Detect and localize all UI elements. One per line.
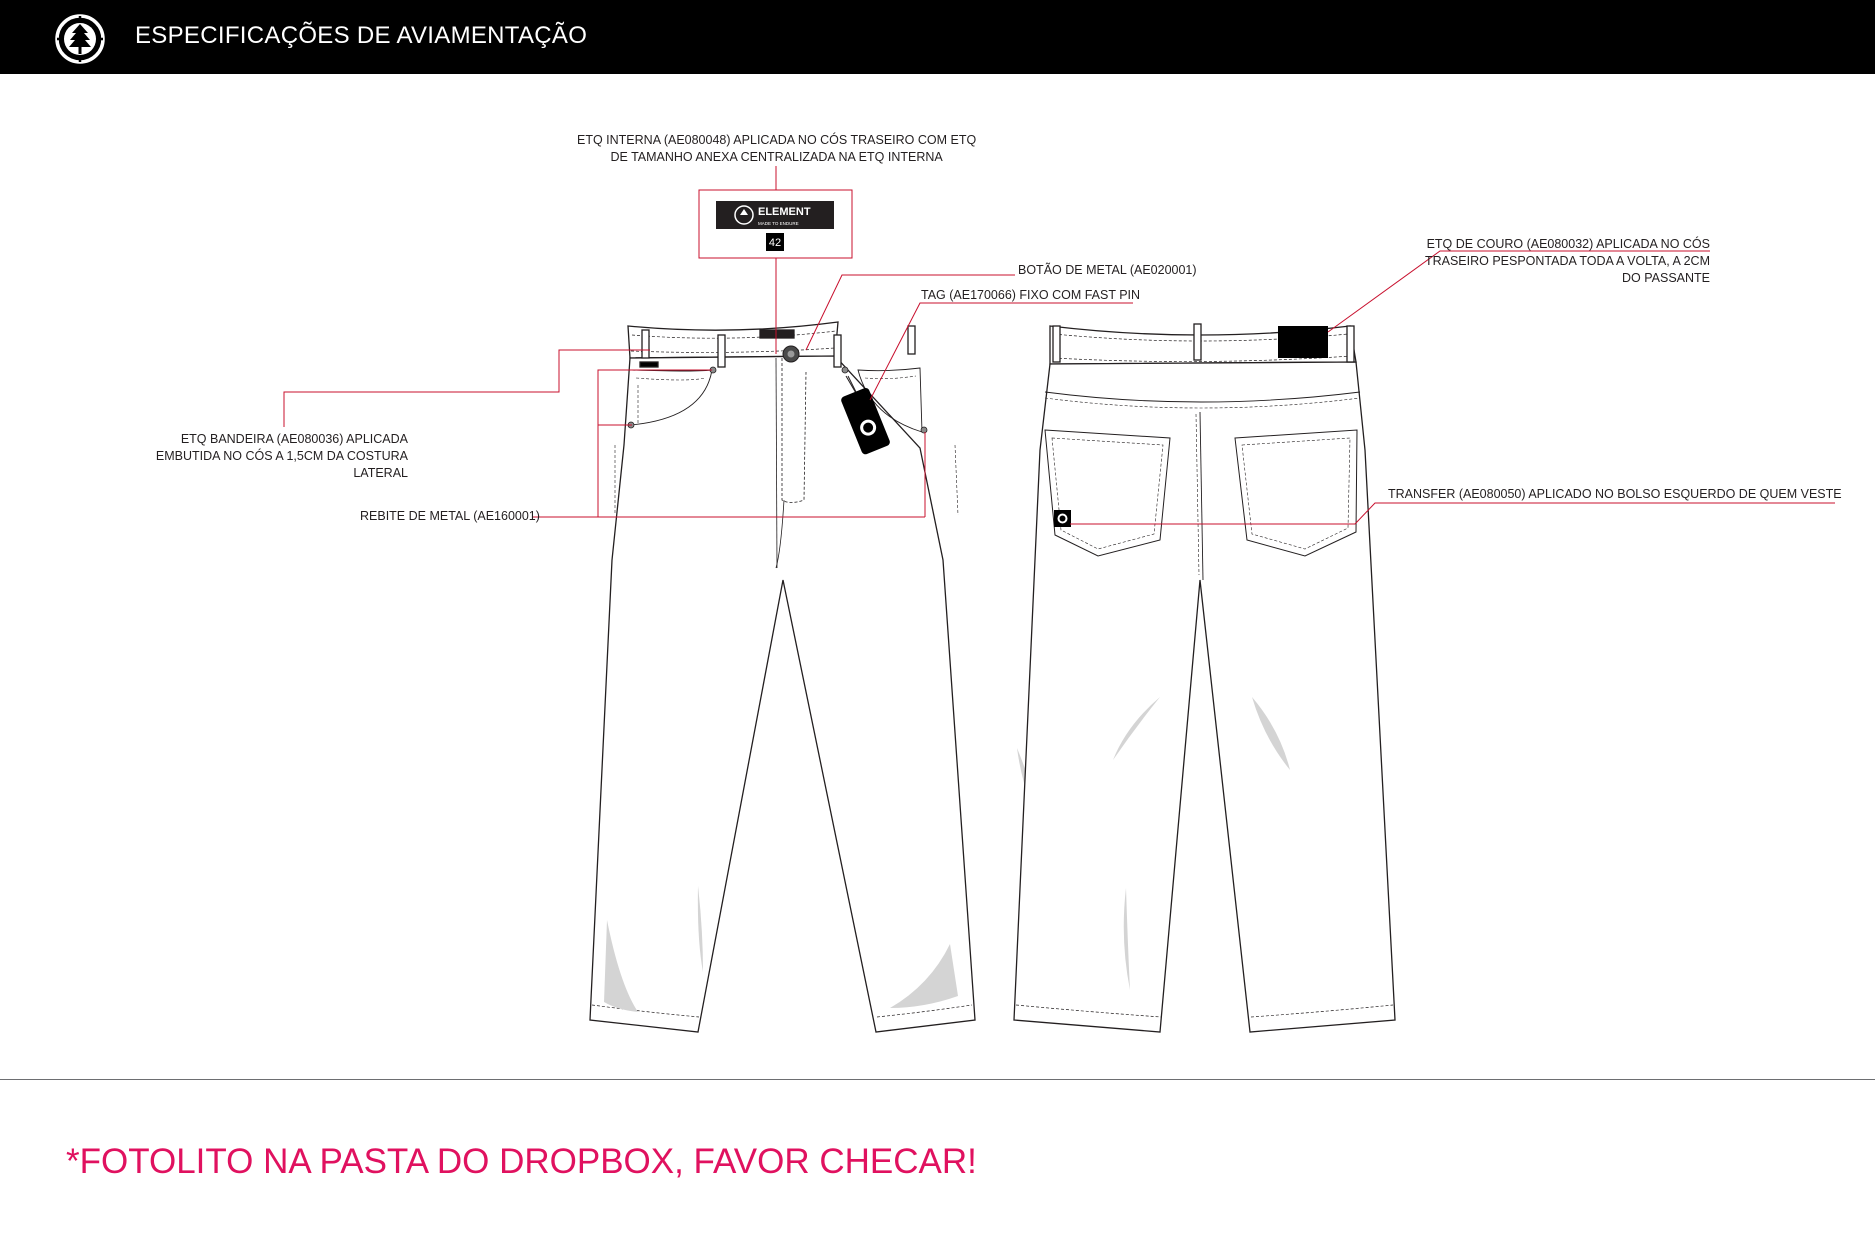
callout-etq-interna-line-2: DE TAMANHO ANEXA CENTRALIZADA NA ETQ INTERNA [610, 150, 943, 164]
interna-label-brand: ELEMENT [758, 206, 811, 218]
dropbox-note: *FOTOLITO NA PASTA DO DROPBOX, FAVOR CHECAR! [66, 1142, 977, 1181]
page-title: ESPECIFICAÇÕES DE AVIAMENTAÇÃO [135, 22, 588, 49]
interna-label-tagline: MADE TO ENDURE [758, 221, 799, 226]
callout-etq-couro-line-2: TRASEIRO PESPONTADA TODA A VOLTA, A 2CM [1424, 254, 1710, 268]
front-view-pants [590, 322, 975, 1032]
callout-rebite-metal: REBITE DE METAL (AE160001) [360, 509, 540, 523]
callout-tag: TAG (AE170066) FIXO COM FAST PIN [921, 288, 1141, 302]
element-tree-logo-icon [55, 14, 105, 64]
callout-etq-couro-line-1: ETQ DE COURO (AE080032) APLICADA NO CÓS [1426, 237, 1710, 251]
header-bar [0, 0, 1875, 74]
back-view-pants [1014, 324, 1395, 1032]
callout-etq-bandeira-line-3: LATERAL [353, 466, 408, 480]
callout-etq-bandeira-line-1: ETQ BANDEIRA (AE080036) APLICADA [180, 432, 408, 446]
interna-label-size: 42 [768, 237, 782, 249]
callout-transfer: TRANSFER (AE080050) APLICADO NO BOLSO ESQUERDO DE QUEM VESTE [1388, 487, 1842, 501]
callout-etq-bandeira-line-2: EMBUTIDA NO CÓS A 1,5CM DA COSTURA [155, 449, 408, 463]
callout-etq-bandeira [150, 431, 408, 482]
callout-botao-metal: BOTÃO DE METAL (AE020001) [1018, 263, 1197, 277]
callout-etq-couro-line-3: DO PASSANTE [1622, 271, 1710, 285]
callout-etq-couro [1420, 236, 1710, 287]
callout-etq-interna-line-1: ETQ INTERNA (AE080048) APLICADA NO CÓS TRASEIRO COM ETQ [577, 133, 977, 147]
technical-drawing [0, 74, 1875, 1082]
footer-divider [0, 1079, 1875, 1080]
callout-etq-interna [577, 132, 976, 166]
pants-flat-sketch [0, 74, 1875, 1082]
transfer-mark [1054, 510, 1071, 527]
leather-patch [1278, 326, 1328, 358]
